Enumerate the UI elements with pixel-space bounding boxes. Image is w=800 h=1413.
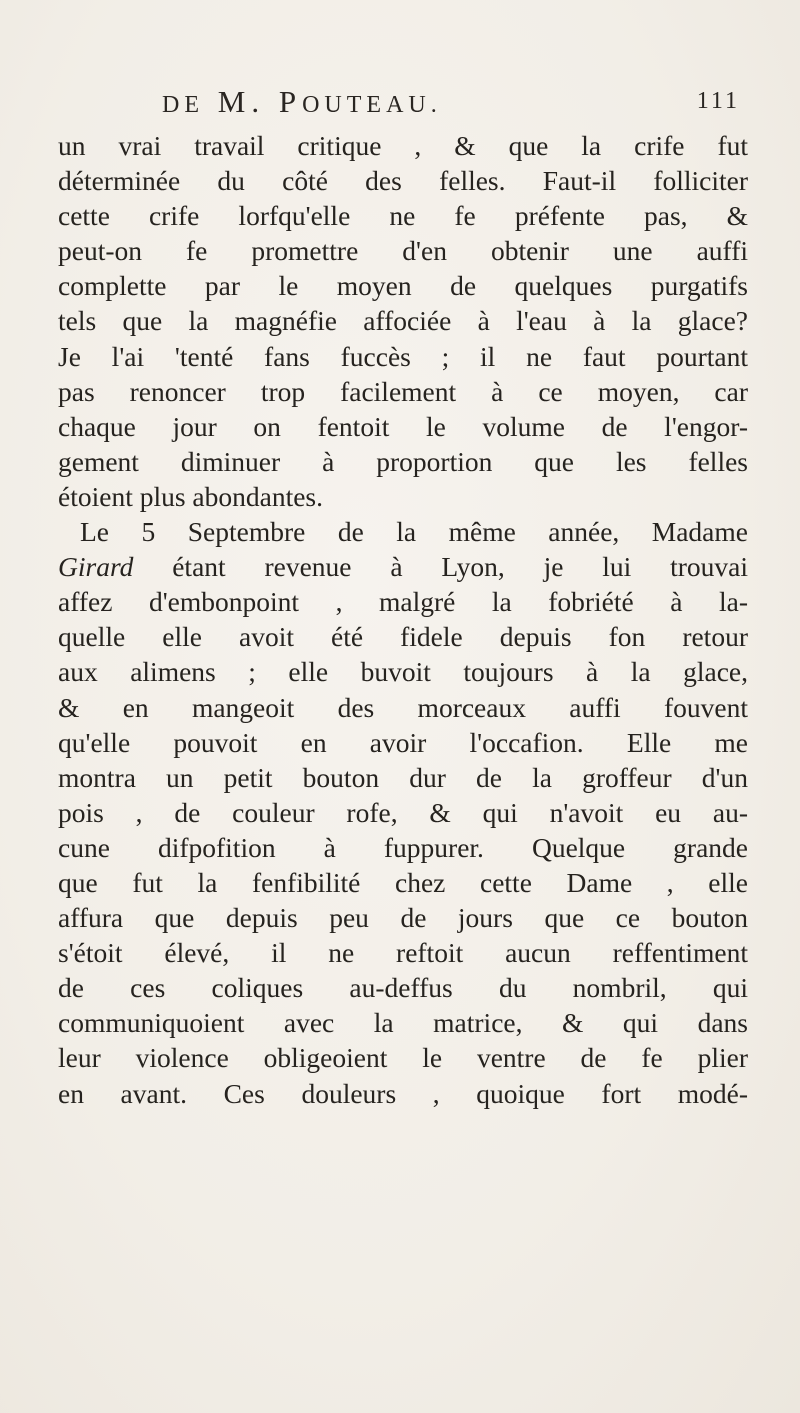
text-line: tels que la magnéfie affociée à l'eau à la glace? bbox=[58, 305, 748, 337]
text-line: que fut la fenfibilité chez cette Dame , elle bbox=[58, 866, 748, 898]
text-line: affez d'embonpoint , malgré la fobriété à la- bbox=[58, 586, 748, 618]
running-head-outeau: OUTEAU. bbox=[302, 92, 442, 118]
text-line: aux alimens ; elle buvoit toujours à la glace, bbox=[58, 656, 748, 688]
text-line: étoient plus abondantes. bbox=[58, 480, 324, 512]
text-line-rest: étant revenue à Lyon, je lui trouvai bbox=[172, 551, 748, 583]
running-head-p: P bbox=[278, 84, 303, 119]
text-line: un vrai travail critique , & que la crife fut bbox=[58, 130, 748, 161]
text-line: cette crife lorfqu'elle ne fe préfente pas, & bbox=[58, 200, 748, 232]
running-head-de: DE bbox=[162, 92, 204, 118]
text-line: chaque jour on fentoit le volume de l'engor- bbox=[58, 410, 748, 442]
text-line: peut-on fe promettre d'en obtenir une auffi bbox=[58, 235, 748, 267]
text-line: leur violence obligeoient le ventre de fe plier bbox=[58, 1042, 748, 1074]
running-head bbox=[162, 84, 622, 124]
text-line: montra un petit bouton dur de la groffeur d'un bbox=[58, 761, 748, 793]
text-line: s'étoit élevé, il ne reftoit aucun reffentiment bbox=[58, 937, 748, 969]
text-line: Le 5 Septembre de la même année, Madame bbox=[80, 516, 748, 548]
italic-name-girard: Girard bbox=[58, 551, 134, 583]
text-line: en avant. Ces douleurs , quoique fort modé- bbox=[58, 1077, 748, 1109]
text-line: cune difpofition à fuppurer. Quelque grande bbox=[58, 831, 748, 863]
text-line: pas renoncer trop facilement à ce moyen, car bbox=[58, 375, 748, 407]
text-line: gement diminuer à proportion que les felles bbox=[58, 445, 748, 477]
text-line: affura que depuis peu de jours que ce bouton bbox=[58, 902, 748, 934]
text-line: pois , de couleur rofe, & qui n'avoit eu au- bbox=[58, 796, 748, 828]
running-head-m: M. bbox=[217, 84, 266, 119]
text-line: de ces coliques au-deffus du nombril, qui bbox=[58, 972, 748, 1004]
text-line: & en mangeoit des morceaux auffi fouvent bbox=[58, 691, 748, 723]
text-line: Je l'ai 'tenté fans fuccès ; il ne faut pourtant bbox=[58, 340, 748, 372]
text-line: communiquoient avec la matrice, & qui dans bbox=[58, 1007, 748, 1039]
page-number: 111 bbox=[696, 88, 740, 114]
text-line: complette par le moyen de quelques purgatifs bbox=[58, 270, 748, 302]
text-line: qu'elle pouvoit en avoir l'occafion. Elle me bbox=[58, 726, 748, 758]
text-line: quelle elle avoit été fidele depuis fon retour bbox=[58, 621, 748, 653]
text-line: déterminée du côté des felles. Faut-il folliciter bbox=[58, 165, 748, 197]
body-text bbox=[58, 128, 748, 1111]
text-line-with-name bbox=[58, 549, 748, 584]
